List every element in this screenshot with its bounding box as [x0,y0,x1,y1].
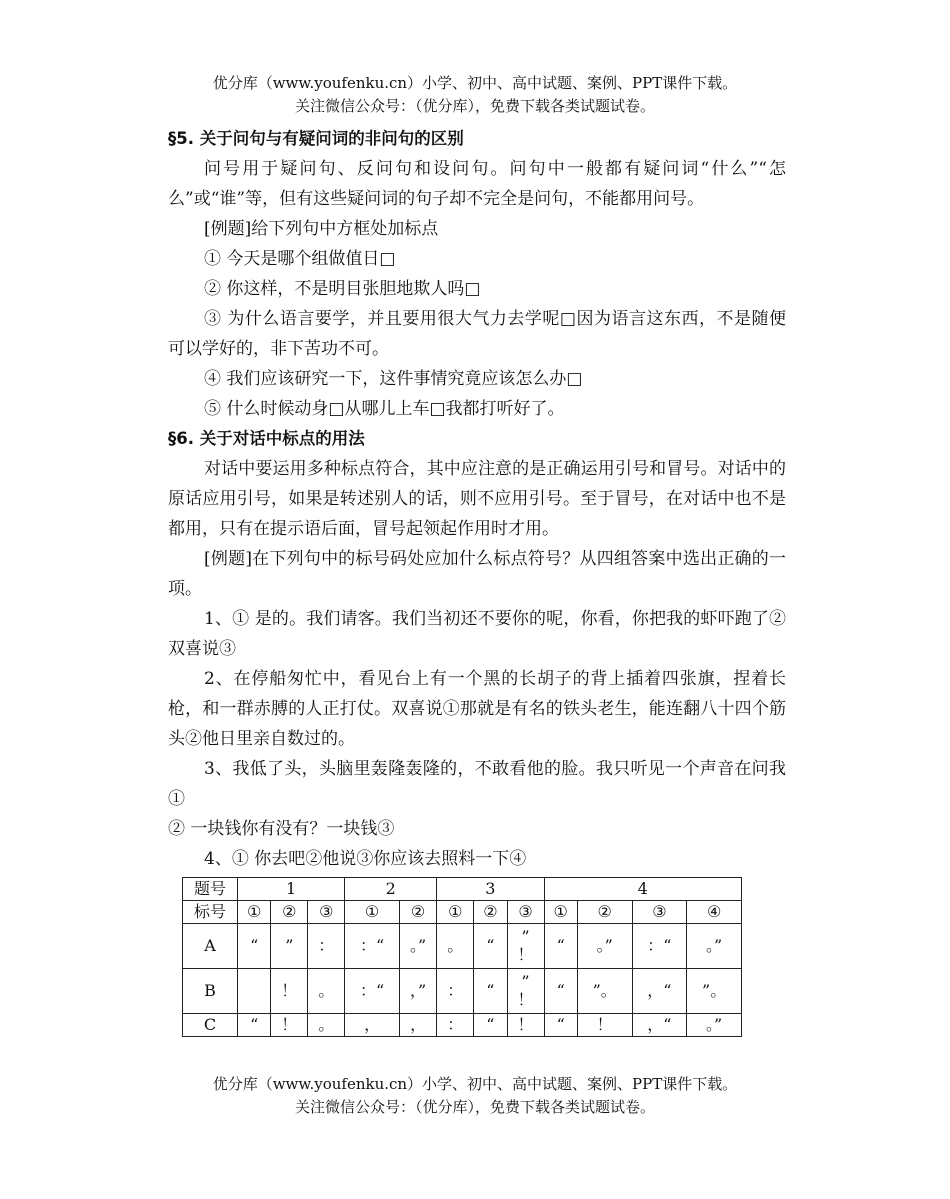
table-answer-cell: 。” [687,924,742,969]
table-row-a [183,924,742,969]
table-answer-cell [507,969,544,1014]
table-row-label: B [183,969,238,1014]
table-answer-cell: ！ [507,1014,544,1037]
section-5-intro: 问号用于疑问句、反问句和设问句。问句中一般都有疑问词“什么”“怎么”或“谁”等，但有这些疑问词的句子却不完全是问句，不能都用问号。 [168,159,786,209]
table-answer-cell: ： [437,1014,474,1037]
page-header [0,72,950,118]
table-answer-cell: ：“ [345,969,400,1014]
table-num-cell: ④ [687,901,742,924]
table-answer-cell: ”。 [577,969,632,1014]
table-answer-cell: ， [399,1014,436,1037]
main-content [168,124,786,874]
table-answer-cell [507,924,544,969]
table-answer-cell: “ [474,924,507,969]
table-row-label: C [183,1014,238,1037]
table-answer-cell: 。” [577,924,632,969]
table-header-label: 题号 [183,878,238,901]
table-answer-cell: ： [308,924,345,969]
table-row-b [183,969,742,1014]
table-answer-cell: ： [437,969,474,1014]
table-answer-cell: “ [544,924,577,969]
table-answer-cell: “ [238,924,271,969]
question-2: 2、在停船匆忙中，看见台上有一个黑的长胡子的背上插着四张旗，捏着长枪，和一群赤膊的人正打仗。双喜说①那就是有名的铁头老生，能连翻八十四个筋头②他日里亲自数过的。 [168,669,786,749]
table-num-cell: ② [271,901,308,924]
section-5-item-3: ③ 为什么语言要学，并且要用很大气力去学呢□因为语言这东西，不是随便可以学好的，非下苦功不可。 [168,309,786,359]
table-answer-cell: 。” [687,1014,742,1037]
question-1: 1、① 是的。我们请客。我们当初还不要你的呢，你看，你把我的虾吓跑了②双喜说③ [168,609,786,659]
stacked-mark: ！ [517,945,534,964]
table-answer-cell: “ [238,1014,271,1037]
section-5-item-1: ① 今天是哪个组做值日□ [204,249,396,269]
question-3-part-a: 3、我低了头，头脑里轰隆轰隆的，不敢看他的脸。我只听见一个声音在问我① [168,759,786,809]
question-4: 4、① 你去吧②他说③你应该去照料一下④ [204,849,527,869]
table-answer-cell: ”。 [687,969,742,1014]
table-num-cell: ① [238,901,271,924]
table-number-row [183,901,742,924]
page-footer [0,1073,950,1119]
table-header-row [183,878,742,901]
table-answer-cell: “ [474,1014,507,1037]
table-group-2: 2 [345,878,437,901]
section-5-item-5: ⑤ 什么时候动身□从哪儿上车□我都打听好了。 [204,399,565,419]
section-6-title: §6. 关于对话中标点的用法 [168,429,365,448]
header-line-2: 关注微信公众号：（优分库），免费下载各类试题试卷。 [294,97,655,115]
stacked-mark: ” [521,927,530,946]
table-num-cell: ③ [632,901,687,924]
section-5-item-4: ④ 我们应该研究一下，这件事情究竟应该怎么办□ [204,369,583,389]
table-answer-cell: ！ [577,1014,632,1037]
table-answer-cell: 。 [308,969,345,1014]
section-6-intro: 对话中要运用多种标点符合，其中应注意的是正确运用引号和冒号。对话中的原话应用引号，如果是转述别人的话，则不应用引号。至于冒号，在对话中也不是都用，只有在提示语后面，冒号起领起作用时才用。 [168,459,786,539]
section-5-example-label: [例题]给下列句中方框处加标点 [204,219,439,239]
table-num-cell: ② [474,901,507,924]
table-answer-cell: ：“ [345,924,400,969]
table-answer-cell: “ [474,969,507,1014]
table-num-cell: ① [437,901,474,924]
section-6-example-label: [例题]在下列句中的标号码处应加什么标点符号？从四组答案中选出正确的一项。 [168,549,786,599]
table-answer-cell: 。 [308,1014,345,1037]
table-group-1: 1 [238,878,345,901]
table-answer-cell: ，” [399,969,436,1014]
question-3-part-b: ② 一块钱你有没有？一块钱③ [168,819,395,839]
table-answer-cell: “ [544,1014,577,1037]
section-5-title: §5. 关于问句与有疑问词的非问句的区别 [168,129,464,148]
table-num-cell: ① [345,901,400,924]
table-answer-cell: ，“ [632,969,687,1014]
table-answer-cell: ！ [271,1014,308,1037]
table-row-c [183,1014,742,1037]
table-answer-cell: ：“ [632,924,687,969]
stacked-mark: ” [521,972,530,991]
section-5-item-2: ② 你这样，不是明目张胆地欺人吗□ [204,279,481,299]
table-number-label: 标号 [183,901,238,924]
table-group-4: 4 [544,878,742,901]
table-answer-cell: “ [544,969,577,1014]
footer-line-2: 关注微信公众号：（优分库），免费下载各类试题试卷。 [294,1098,655,1116]
table-row-label: A [183,924,238,969]
table-answer-cell: ， [345,1014,400,1037]
answer-table [182,877,742,1037]
table-answer-cell: ，“ [632,1014,687,1037]
table-num-cell: ③ [507,901,544,924]
footer-line-1: 优分库（www.youfenku.cn）小学、初中、高中试题、案例、PPT课件下载。 [212,1075,738,1093]
stacked-mark: ！ [517,990,534,1009]
table-num-cell: ① [544,901,577,924]
table-group-3: 3 [437,878,544,901]
header-line-1: 优分库（www.youfenku.cn）小学、初中、高中试题、案例、PPT课件下载。 [212,74,738,92]
table-num-cell: ② [577,901,632,924]
table-num-cell: ② [399,901,436,924]
table-answer-cell: 。 [437,924,474,969]
table-answer-cell: 。” [399,924,436,969]
table-answer-cell: ！ [271,969,308,1014]
table-answer-cell: ” [271,924,308,969]
table-num-cell: ③ [308,901,345,924]
table-answer-cell [238,969,271,1014]
